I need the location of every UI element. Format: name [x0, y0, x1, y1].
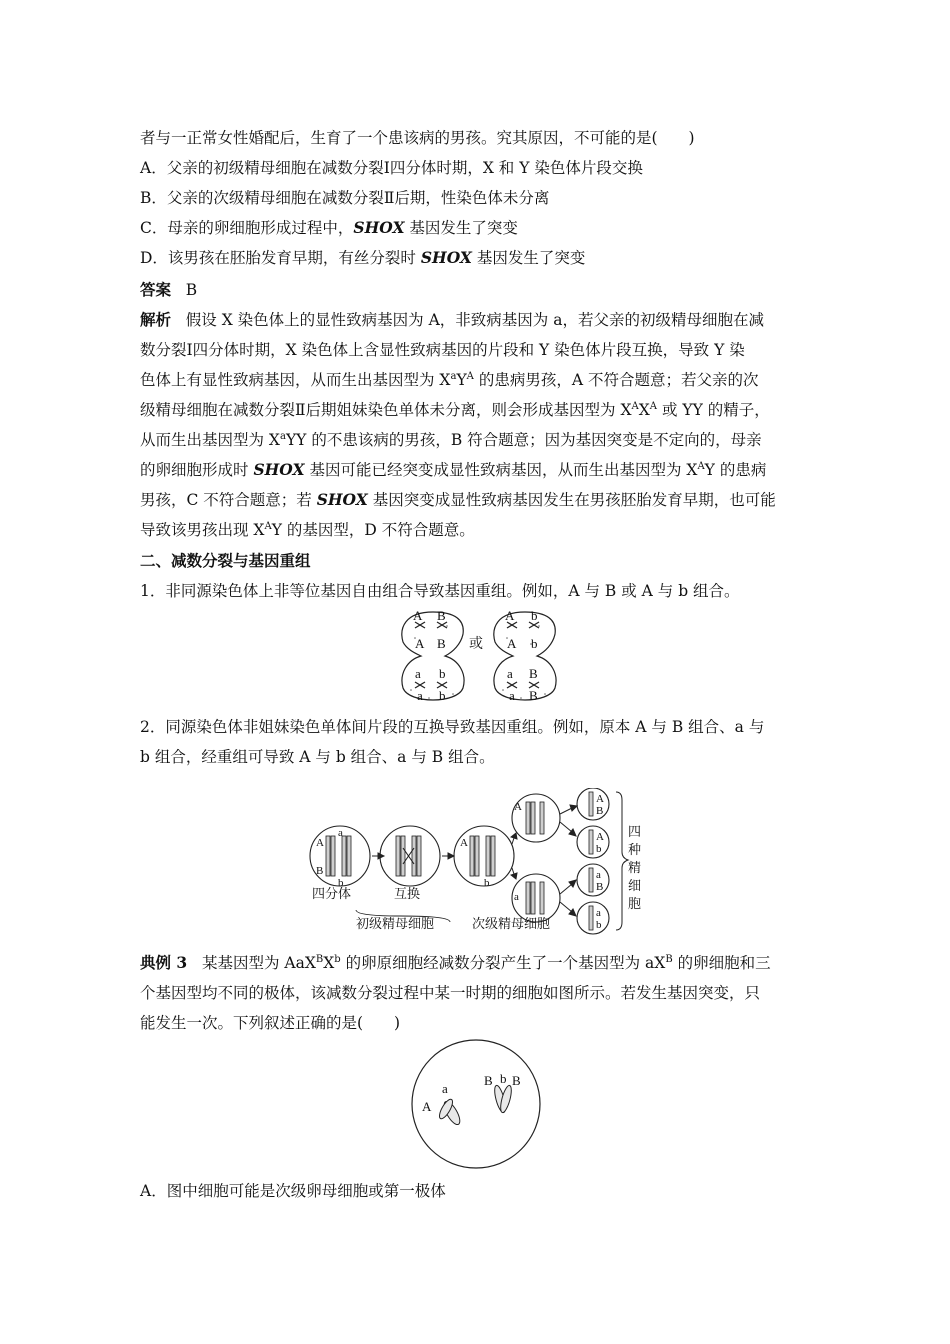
label-tetrad: 四分体	[312, 886, 352, 901]
superscript: a	[450, 371, 457, 382]
gene-label: b	[596, 843, 602, 855]
example-text: 某基因型为 AaX	[201, 954, 316, 972]
figure-crossing-over	[300, 788, 650, 938]
gene-label: a	[596, 907, 601, 919]
gene-label: B	[437, 636, 446, 651]
superscript: B	[665, 954, 673, 965]
gene-name: SHOX	[353, 218, 405, 237]
analysis-line-7	[140, 490, 820, 510]
answer-label: 答案	[140, 280, 172, 299]
superscript: a	[279, 431, 286, 442]
option-d	[140, 248, 820, 268]
label-sperm-4: 细	[628, 878, 642, 893]
paragraph-1: 1．非同源染色体上非等位基因自由组合导致基因重组。例如，A 与 B 或 A 与 b 组合。	[140, 582, 740, 600]
or-label: 或	[469, 637, 483, 652]
gene-label: A	[596, 831, 604, 843]
gene-label: A	[514, 801, 522, 813]
example3-line-3: 能发生一次。下列叙述正确的是( )	[140, 1014, 401, 1032]
analysis-line-3	[140, 370, 820, 390]
gene-label: A	[415, 636, 425, 651]
option-c-text: C．母亲的卵细胞形成过程中，	[140, 219, 354, 237]
superscript: A	[649, 401, 658, 412]
analysis-text: X	[638, 401, 650, 419]
gene-label: b	[484, 877, 490, 889]
gene-label: B	[596, 881, 604, 893]
gene-label: a	[596, 869, 601, 881]
gene-label: A	[505, 608, 515, 623]
example-text: 的卵细胞和三	[672, 954, 771, 972]
analysis-text: Y	[456, 371, 467, 389]
gene-label: b	[531, 636, 538, 651]
gene-name: SHOX	[420, 248, 472, 267]
analysis-text: 从而生出基因型为 X	[140, 431, 280, 449]
gene-label: b	[439, 666, 446, 681]
gene-label-A: A	[422, 1099, 432, 1114]
analysis-text: 色体上有显性致病基因，从而生出基因型为 X	[140, 371, 451, 389]
example3-line-1	[140, 953, 820, 973]
figure-cell-division	[408, 1037, 544, 1171]
paragraph-2b: b 组合，经重组可导致 A 与 b 组合、a 与 B 组合。	[140, 748, 495, 766]
gene-label: a	[509, 688, 515, 703]
analysis-line-8	[140, 520, 820, 540]
example3-option-a: A．图中细胞可能是次级卵母细胞或第一极体	[140, 1182, 446, 1200]
analysis-text: 假设 X 染色体上的显性致病基因为 A，非致病基因为 a，若父亲的初级精母细胞在减	[185, 311, 764, 329]
gene-label-B: B	[484, 1073, 493, 1088]
option-c-text-end: 基因发生了突变	[404, 219, 518, 237]
analysis-text: 男孩，C 不符合题意；若	[140, 491, 317, 509]
gene-label: b	[439, 688, 446, 703]
gene-label-a: a	[442, 1081, 448, 1096]
label-exchange: 互换	[394, 886, 421, 901]
option-d-text: D．该男孩在胚胎发育早期，有丝分裂时	[140, 249, 421, 267]
superscript: b	[334, 954, 341, 965]
gene-label: a	[415, 666, 421, 681]
analysis-line-6	[140, 460, 820, 480]
example3-line-2: 个基因型均不同的极体，该减数分裂过程中某一时期的细胞如图所示。若发生基因突变，只	[140, 984, 761, 1002]
gene-label: B	[596, 805, 604, 817]
gene-label: A	[316, 837, 324, 849]
example-label: 典例 3	[140, 953, 188, 972]
analysis-line-4	[140, 400, 820, 420]
analysis-text: 或 YY 的精子，	[657, 401, 770, 419]
example-text: 的卵原细胞经减数分裂产生了一个基因型为 aX	[340, 954, 666, 972]
gene-label: a	[507, 666, 513, 681]
option-c	[140, 218, 820, 238]
superscript: A	[264, 521, 272, 532]
gene-name: SHOX	[316, 490, 368, 509]
gene-label: B	[437, 608, 446, 623]
gene-label: a	[338, 827, 343, 839]
gene-label: A	[460, 837, 468, 849]
option-d-text-end: 基因发生了突变	[471, 249, 586, 267]
analysis-text: 导致该男孩出现 X	[140, 521, 265, 539]
answer-value: B	[185, 281, 198, 299]
gene-label: A	[596, 793, 604, 805]
label-primary-spermatocyte: 初级精母细胞	[356, 916, 435, 931]
gene-label: A	[413, 608, 423, 623]
analysis-text: 级精母细胞在减数分裂Ⅱ后期姐妹染色单体未分离，则会形成基因型为 X	[140, 401, 632, 419]
gene-label: a	[417, 688, 423, 703]
gene-label: B	[316, 865, 324, 877]
analysis-line-2: 数分裂Ⅰ四分体时期，X 染色体上含显性致病基因的片段和 Y 染色体片段互换，导致 Y 染	[140, 341, 745, 359]
label-sperm-5: 胞	[628, 896, 642, 911]
superscript: A	[631, 401, 639, 412]
figure-independent-assortment	[395, 608, 560, 708]
gene-label: b	[596, 919, 602, 931]
superscript: B	[315, 954, 324, 965]
gene-name: SHOX	[253, 460, 305, 479]
gene-label: B	[529, 666, 538, 681]
answer-line	[140, 280, 820, 300]
analysis-text: 的患病男孩，A 不符合题意；若父亲的次	[473, 371, 759, 389]
analysis-text: YY 的不患该病的男孩，B 符合题意；因为基因突变是不定向的，母亲	[285, 431, 762, 449]
gene-label: b	[531, 608, 538, 623]
label-secondary-spermatocyte: 次级精母细胞	[472, 916, 551, 931]
superscript: A	[466, 371, 474, 382]
gene-label: A	[507, 636, 517, 651]
superscript: A	[697, 461, 705, 472]
label-sperm-2: 种	[628, 842, 642, 857]
example-text: X	[323, 954, 335, 972]
analysis-text: Y 的患病	[704, 461, 767, 479]
section-heading: 二、减数分裂与基因重组	[140, 551, 311, 570]
analysis-text: 基因可能已经突变成显性致病基因，从而生出基因型为 X	[304, 461, 698, 479]
analysis-line-5	[140, 430, 820, 450]
gene-label-B: B	[512, 1073, 521, 1088]
gene-label: a	[514, 891, 519, 903]
gene-label: b	[338, 877, 344, 889]
option-a: A．父亲的初级精母细胞在减数分裂Ⅰ四分体时期，X 和 Y 染色体片段交换	[140, 159, 643, 177]
option-b: B．父亲的次级精母细胞在减数分裂Ⅱ后期，性染色体未分离	[140, 189, 550, 207]
paragraph-2a: 2．同源染色体非姐妹染色单体间片段的互换导致基因重组。例如，原本 A 与 B 组合、a 与	[140, 718, 765, 736]
gene-label-b: b	[500, 1071, 507, 1086]
analysis-text: 的卵细胞形成时	[140, 461, 254, 479]
label-sperm-3: 精	[628, 860, 642, 875]
question-intro: 者与一正常女性婚配后，生育了一个患该病的男孩。究其原因，不可能的是( )	[140, 129, 695, 147]
analysis-line-1	[140, 310, 820, 330]
gene-label: B	[529, 688, 538, 703]
analysis-label: 解析	[140, 310, 172, 329]
label-sperm-1: 四	[628, 824, 642, 839]
analysis-text: 基因突变成显性致病基因发生在男孩胚胎发育早期，也可能	[367, 491, 776, 509]
analysis-text: Y 的基因型，D 不符合题意。	[271, 521, 475, 539]
